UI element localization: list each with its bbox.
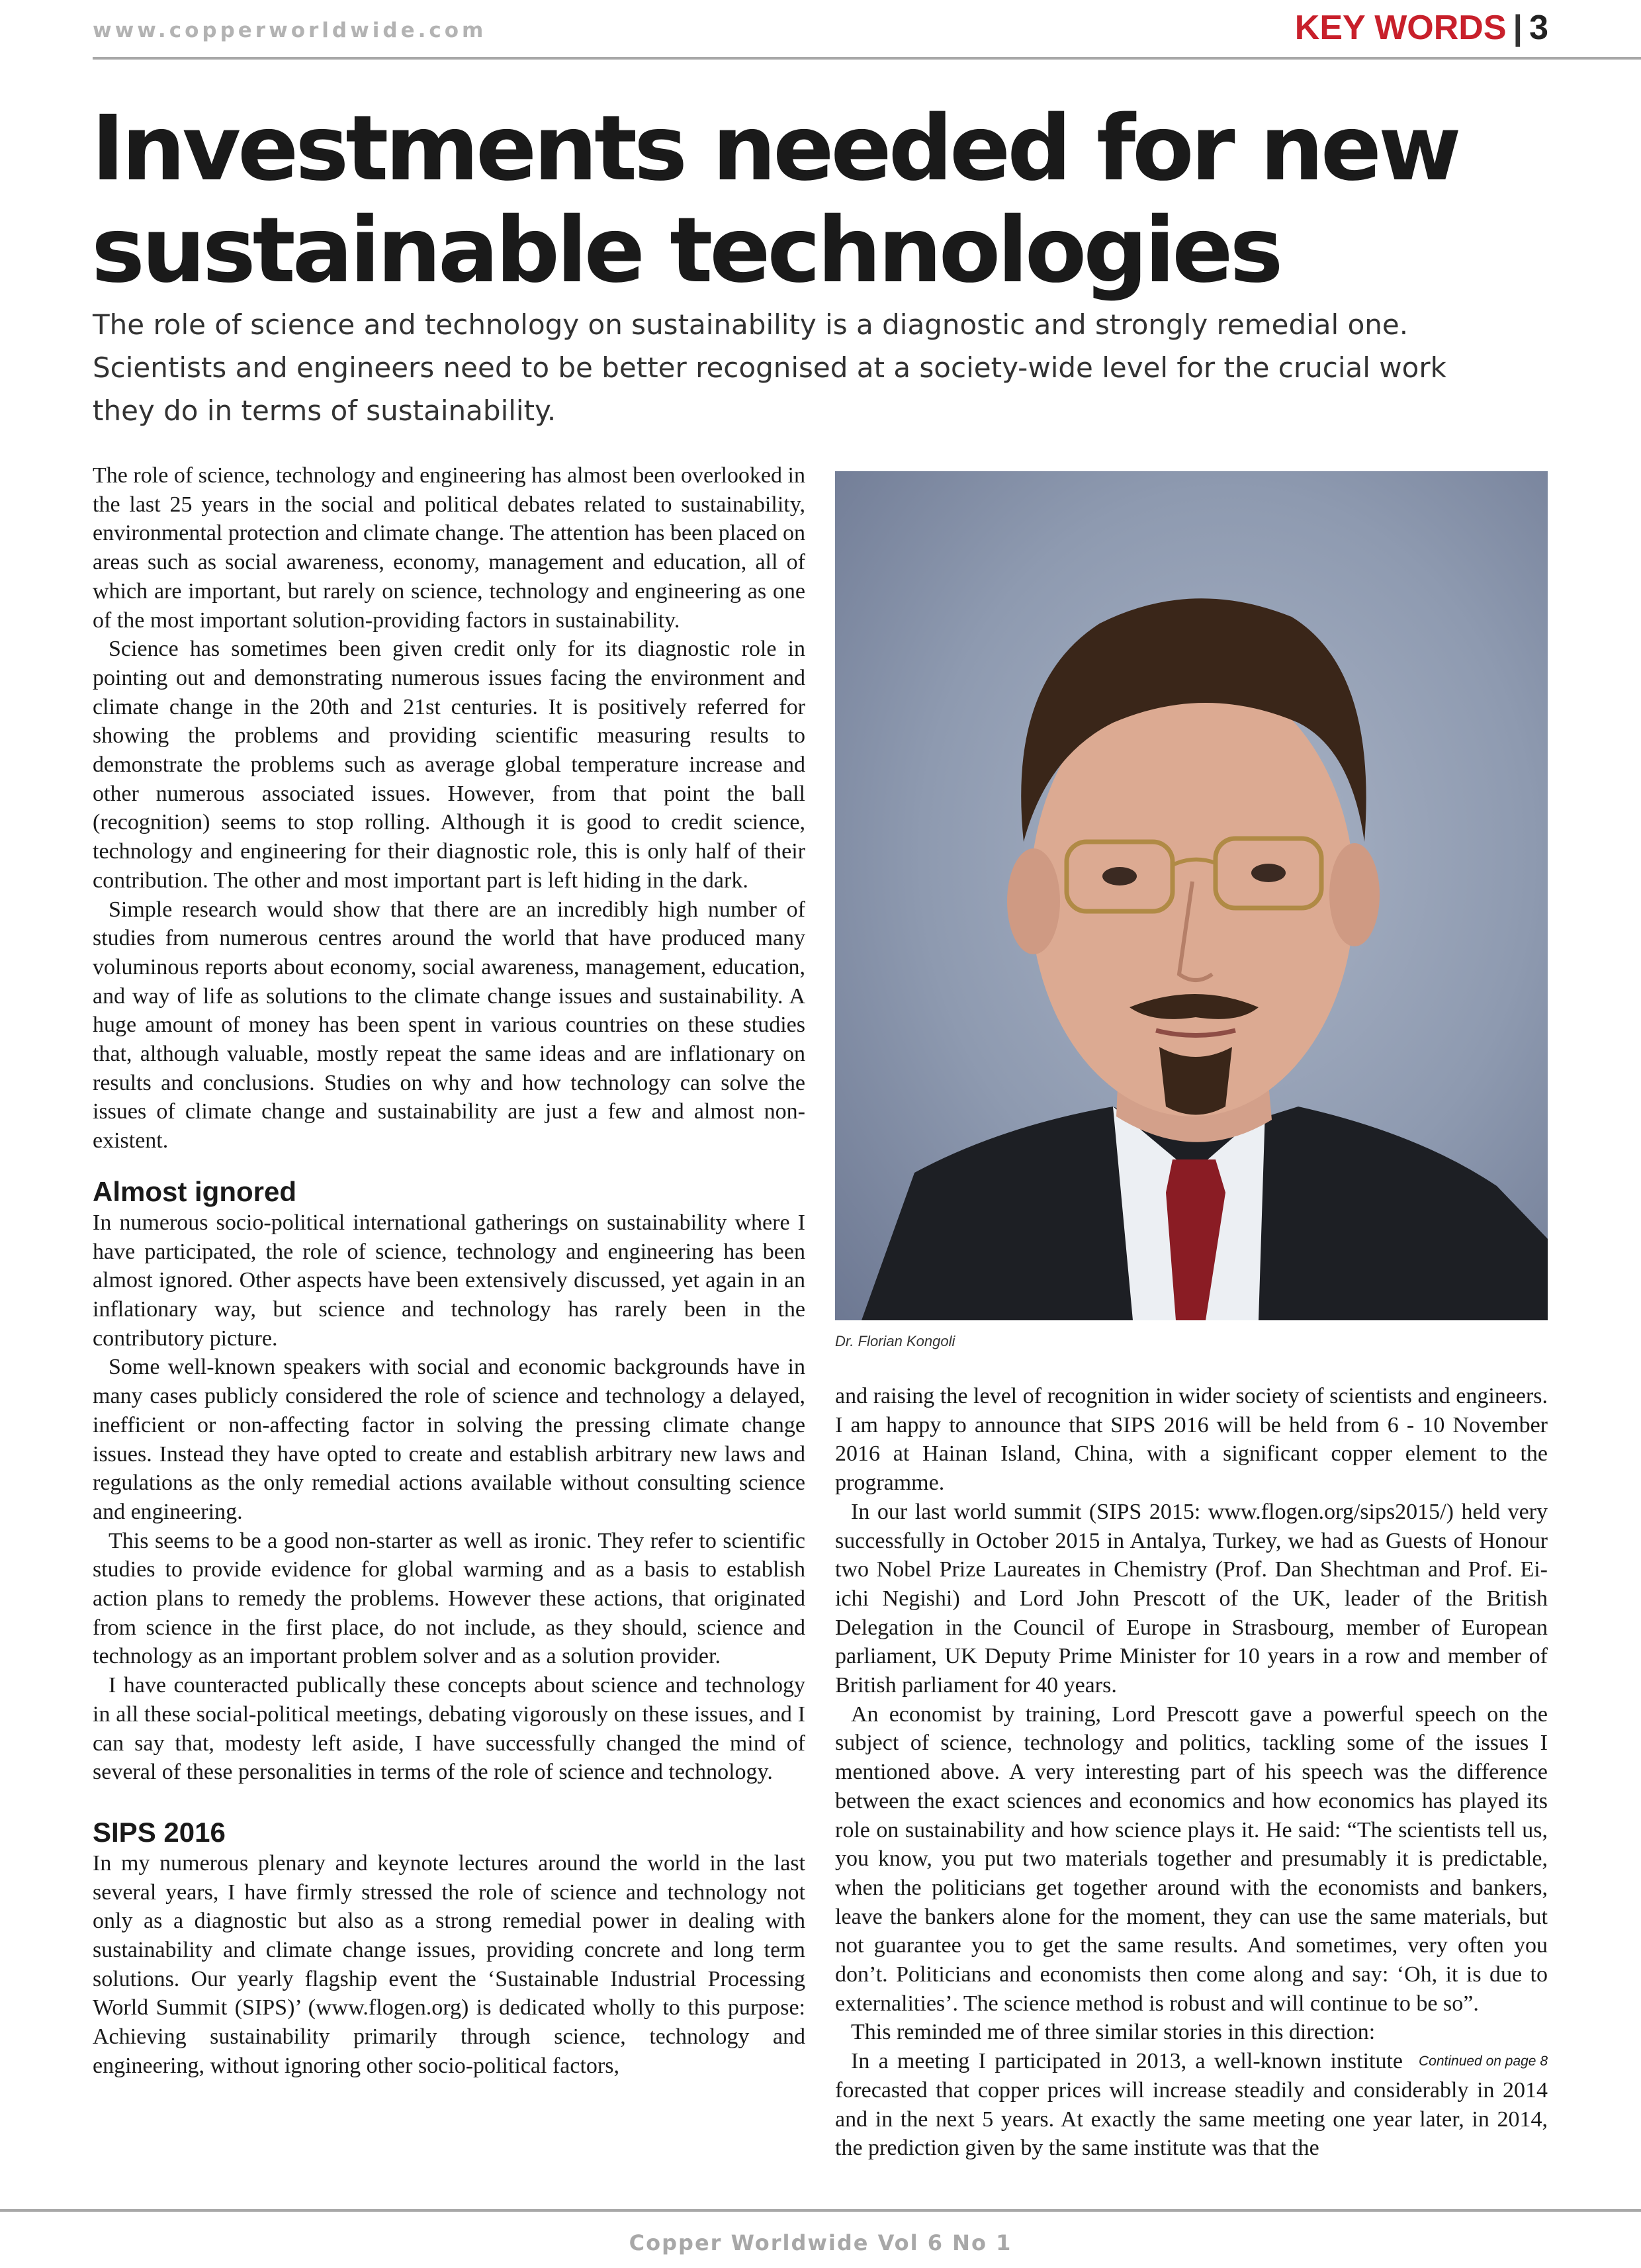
paragraph: In our last world summit (SIPS 2015: www.flogen.org/sips2015/) held very successfully in October 2015 in Antalya, Turkey, we had as Guests of Honour two Nobel Prize Laureates in Chemistry (Prof. Dan Shechtman and Prof. Ei-ichi Negishi) and Lord John Prescott of the UK, leader of the British Delegation in the Council of Europe in Strasbourg, member of European parliament, UK Deputy Prime Minister for 10 years in a row and member of British parliament for 40 years. xyxy=(835,1499,1548,1698)
footer-publication: Copper Worldwide Vol 6 No 1 xyxy=(629,2230,1012,2255)
site-url: www.copperworldwide.com xyxy=(93,19,487,42)
article-headline: Investments needed for new sustainable technologies xyxy=(91,97,1458,303)
right-column xyxy=(835,1382,1548,2163)
paragraph: Science has sometimes been given credit only for its diagnostic role in pointing out and demonstrating numerous issues facing the environment and climate change in the 20th and 21st centuries. It is positively referred for showing the problems and providing scientific measuring results to demonstrate the problems such as average global temperature increase and other numerous associated issues. However, from that point the ball (recognition) seems to stop rolling. Although it is good to credit science, technology and engineering for their diagnostic role, this is only half of their contribution. The other and most important part is left hiding in the dark. xyxy=(93,637,805,893)
paragraph: This seems to be a good non-starter as well as ironic. They refer to scientific studies to provide evidence for global warming and as a basis to establish action plans to remedy the problems. However these actions, that originated from science in the first place, do not include, as they should, science and technology as an important problem solver and as a solution provider. xyxy=(93,1528,805,1669)
paragraph: Simple research would show that there are an incredibly high number of studies from numerous centres around the world that have produced many voluminous reports about economy, social awareness, management, education, and way of life as solutions to the climate change issues and sustainability. A huge amount of money has been spent in various countries on these studies that, although valuable, mostly repeat the same ideas and are inflationary on results and conclusions. Studies on why and how technology can solve the issues of climate change and sustainability are just a few and almost non-existent. xyxy=(93,897,805,1154)
paragraph: This reminded me of three similar stories in this direction: xyxy=(851,2020,1376,2045)
photo-caption: Dr. Florian Kongoli xyxy=(835,1333,955,1349)
paragraph: I have counteracted publically these concepts about science and technology in all these social-political meetings, debating vigorously on these issues, and I can say that, modesty left aside, I have successfully changed the mind of several of these personalities in terms of the role of science and technology. xyxy=(93,1673,805,1785)
paragraph: An economist by training, Lord Prescott gave a powerful speech on the subject of science, technology and politics, tackling some of the issues I mentioned above. A very interesting part of his speech was the difference between the exact sciences and economics and how economics has played its role on sustainability and how science plays it. He said: “The scientists tell us, you know, you put two materials together and presumably it is predictable, when the politicians get together around with the economists and bankers, leave the bankers alone for the moment, they can use the same materials, but not guarantee you to get the same results. And sometimes, very often you don’t. Politicians and economists then come along and say: ‘Oh, it is due to externalities’. The science method is robust and will continue to be so”. xyxy=(835,1701,1548,2016)
subheading-sips-2016: SIPS 2016 xyxy=(93,1816,226,1848)
paragraph: The role of science, technology and engineering has almost been overlooked in the last 25 years in the social and political debates related to sustainability, environmental protection and climate change. The attention has been placed on areas such as social awareness, economy, management and education, all of which are important, but rarely on science, technology and engineering as one of the most important solution-providing factors in sustainability. xyxy=(93,463,805,633)
portrait-photo xyxy=(835,471,1548,1320)
bottom-rule xyxy=(0,2209,1641,2212)
paragraph-text: In a meeting I participated in 2013, a well-known institute forecasted that copper prices will increase steadily and considerably in 2014 and in the next 5 years. At exactly the same meeting one year later, in 2014, the prediction given by the same institute was that the xyxy=(835,2049,1548,2161)
subheading-almost-ignored: Almost ignored xyxy=(93,1175,297,1207)
page-number: 3 xyxy=(1529,9,1548,47)
paragraph: In my numerous plenary and keynote lectures around the world in the last several years, I have firmly stressed the role of science and technology not only as a diagnostic but also as a strong remedial power in dealing with sustainability and climate change issues, providing concrete and long term solutions. Our yearly flagship event the ‘Sustainable Industrial Processing World Summit (SIPS)’ (www.flogen.org) is dedicated wholly to this purpose: Achieving sustainability primarily through science, technology and engineering, without ignoring other socio-political factors, xyxy=(93,1850,805,2078)
header-separator: | xyxy=(1513,9,1523,47)
article-standfirst: The role of science and technology on sustainability is a diagnostic and strongly remedial one. Scientists and engineers need to be better recognised at a society-wide level for the crucial work they do in terms of sustainability. xyxy=(93,308,1446,427)
continued-note: Continued on page 8 xyxy=(1419,2054,1548,2069)
top-rule xyxy=(93,57,1641,60)
portrait-illustration xyxy=(835,471,1548,1320)
left-column xyxy=(93,461,805,2081)
paragraph: and raising the level of recognition in wider society of scientists and engineers. I am happy to announce that SIPS 2016 will be held from 6 - 10 November 2016 at Hainan Island, China, with a significant copper element to the programme. xyxy=(835,1384,1548,1496)
paragraph: Some well-known speakers with social and economic backgrounds have in many cases publicly considered the role of science and technology a delayed, inefficient or non-affecting factor in solving the pressing climate change issues. Instead they have opted to create and establish arbitrary new laws and regulations as the only remedial actions available without consulting science and engineering. xyxy=(93,1355,805,1524)
section-label: KEY WORDS xyxy=(1294,9,1507,47)
section-header xyxy=(1295,7,1548,49)
paragraph xyxy=(835,2047,1548,2163)
paragraph: In numerous socio-political international gatherings on sustainability where I have participated, the role of science, technology and engineering has been almost ignored. Other aspects have been extensively discussed, yet again in an inflationary way, but science and technology has rarely been in the contributory picture. xyxy=(93,1210,805,1351)
